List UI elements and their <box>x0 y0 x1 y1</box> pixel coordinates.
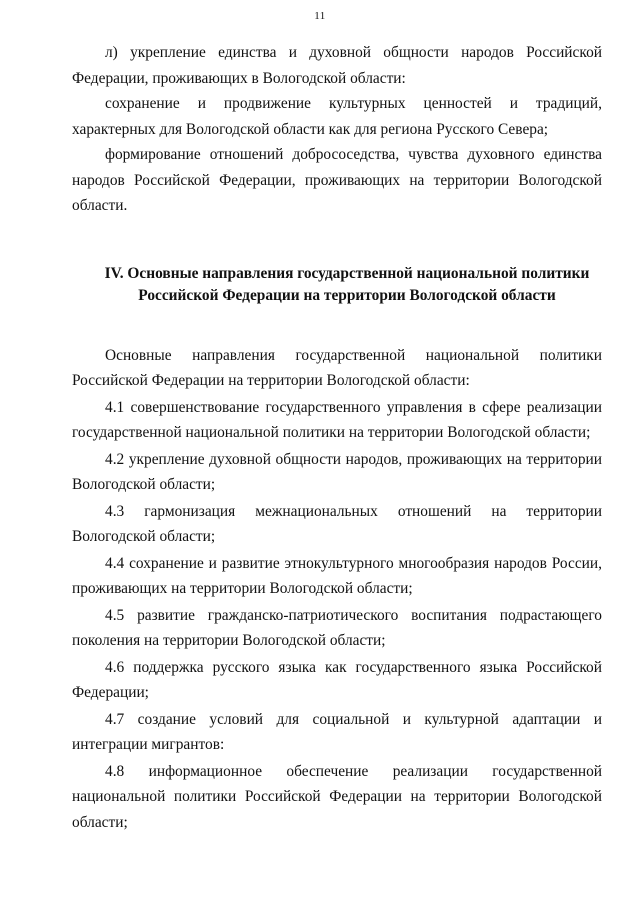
list-item: 4.7 создание условий для социальной и культурной адаптации и интеграции мигрантов: <box>72 710 602 753</box>
page-number: 11 <box>314 10 326 22</box>
document-body <box>72 40 602 835</box>
list-item: 4.8 информационное обеспечение реализации государственной национальной политики Российской Федерации на территории Вологодской области; <box>72 762 602 831</box>
list-item: 4.1 совершенствование государственного управления в сфере реализации государственной национальной политики на территории Вологодской области; <box>72 398 602 441</box>
section-intro: Основные направления государственной национальной политики Российской Федерации на территории Вологодской области: <box>72 346 602 389</box>
paragraph-good-neighbourliness: формирование отношений добрососедства, чувства духовного единства народов Российской Федерации, проживающих на территории Вологодской области. <box>72 146 602 214</box>
list-item: 4.3 гармонизация межнациональных отношений на территории Вологодской области; <box>72 502 602 545</box>
list-item: 4.6 поддержка русского языка как государственного языка Российской Федерации; <box>72 658 602 701</box>
section-heading-line-1: IV. Основные направления государственной национальной политики <box>104 264 590 282</box>
section-heading-line-2: Российской Федерации на территории Вологодской области <box>138 286 556 304</box>
list-item: 4.4 сохранение и развитие этнокультурного многообразия народов России, проживающих на территории Вологодской области; <box>72 554 602 597</box>
paragraph-l: л) укрепление единства и духовной общности народов Российской Федерации, проживающих в Вологодской области: <box>72 44 602 87</box>
directions-list <box>72 395 602 836</box>
section-heading <box>72 263 602 307</box>
list-item: 4.5 развитие гражданско-патриотического воспитания подрастающего поколения на территории Вологодской области; <box>72 606 602 649</box>
paragraph-cultural-values: сохранение и продвижение культурных ценностей и традиций, характерных для Вологодской области как для региона Русского Севера; <box>72 95 602 138</box>
list-item: 4.2 укрепление духовной общности народов, проживающих на территории Вологодской области; <box>72 450 602 493</box>
